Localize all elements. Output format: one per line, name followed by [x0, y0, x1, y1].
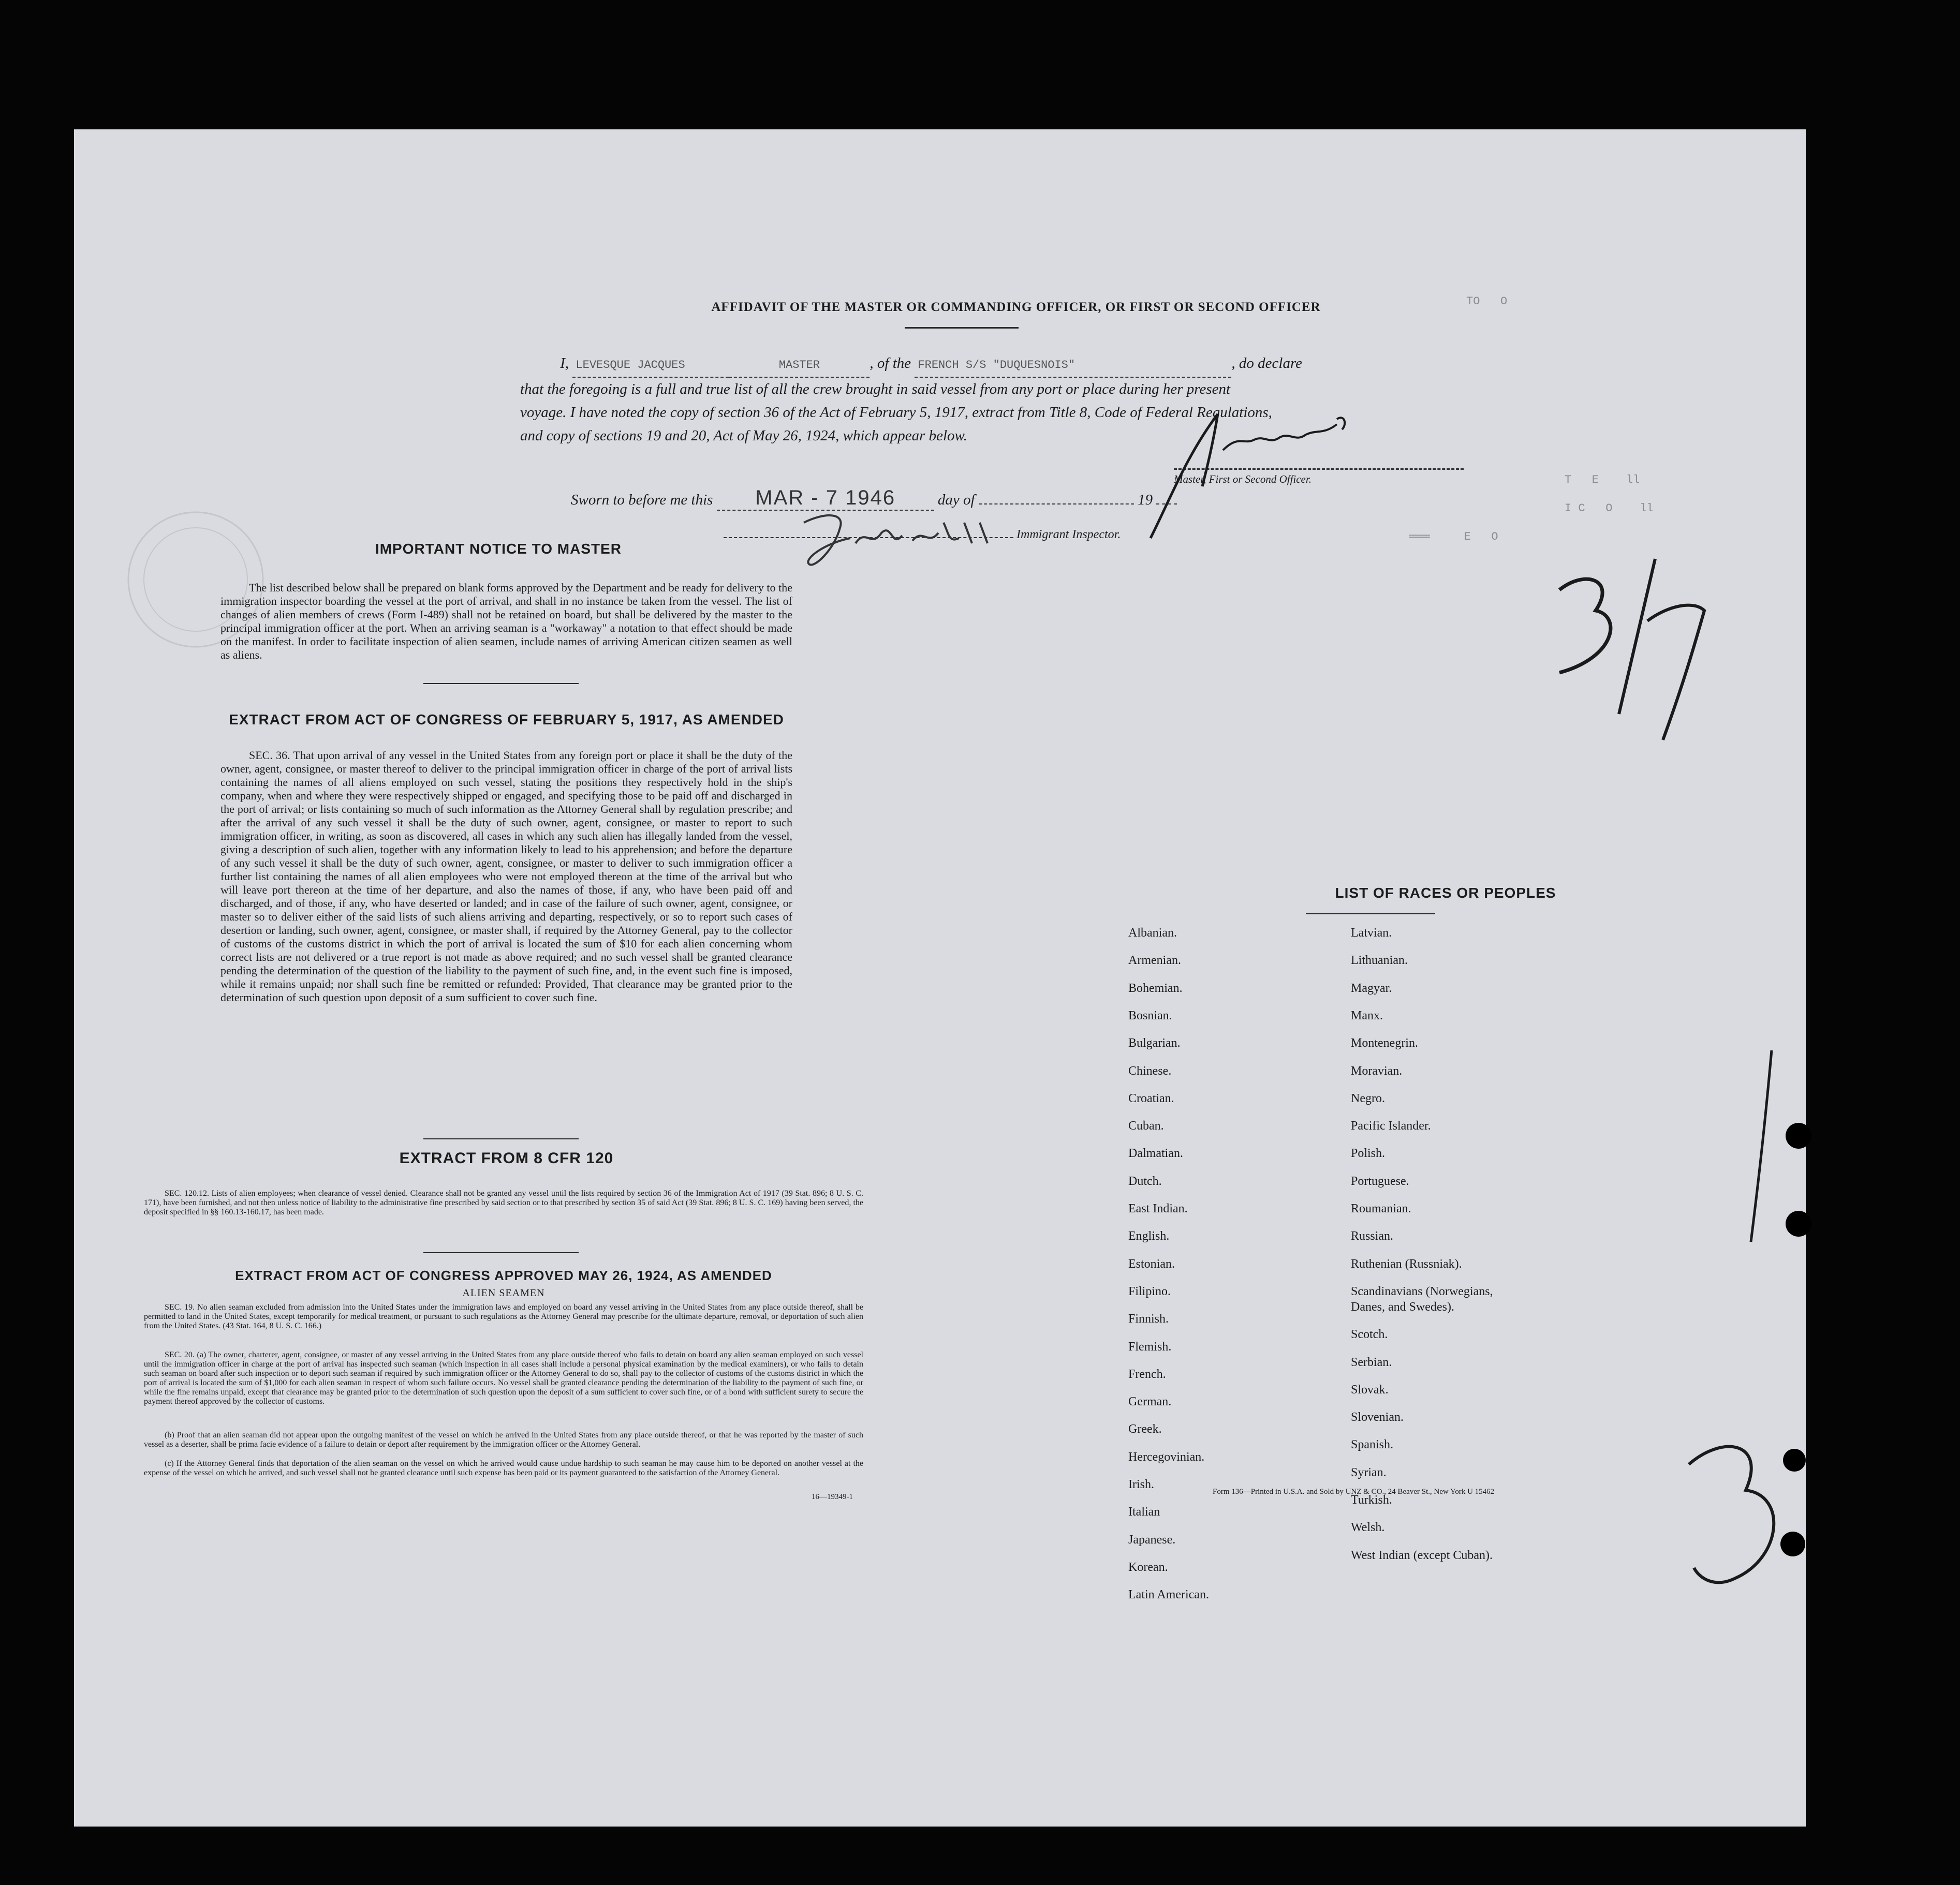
- race-item: Irish.: [1128, 1478, 1154, 1491]
- race-item: Syrian.: [1351, 1465, 1387, 1479]
- race-item: Slovenian.: [1351, 1411, 1404, 1424]
- race-item: West Indian (except Cuban).: [1351, 1548, 1493, 1562]
- rank-field: MASTER: [729, 353, 870, 378]
- race-item: Hercegovinian.: [1128, 1450, 1205, 1464]
- race-item: Manx.: [1351, 1008, 1383, 1022]
- vessel-field: FRENCH S/S "DUQUESNOIS": [915, 353, 1231, 378]
- race-item: Korean.: [1128, 1560, 1168, 1574]
- race-item: Portuguese.: [1351, 1174, 1409, 1188]
- race-item: Cuban.: [1128, 1119, 1164, 1133]
- race-item: Roumanian.: [1351, 1202, 1411, 1215]
- divider: [905, 327, 1019, 329]
- race-item: Scotch.: [1351, 1328, 1388, 1342]
- race-item: Bulgarian.: [1128, 1036, 1181, 1050]
- affidavit-line-4: and copy of sections 19 and 20, Act of May 26, 1924, which appear below.: [520, 427, 967, 444]
- race-item: Latin American.: [1128, 1588, 1209, 1602]
- race-item: Montenegrin.: [1351, 1036, 1418, 1050]
- inspector-label: Immigrant Inspector.: [1016, 528, 1121, 541]
- race-item: Polish.: [1351, 1147, 1386, 1161]
- year-field: [1156, 503, 1177, 504]
- affidavit-line-3: voyage. I have noted the copy of section 36 of the Act of February 5, 1917, extract from Title 8, Code of Federal Regulations,: [520, 404, 1272, 421]
- handwritten-page-number: [1528, 543, 1725, 781]
- sworn-prefix: Sworn to before me this: [571, 492, 713, 508]
- race-item: Lithuanian.: [1351, 954, 1408, 968]
- punch-hole: [1786, 1123, 1811, 1149]
- race-item: Bohemian.: [1128, 981, 1183, 995]
- race-item: Flemish.: [1128, 1340, 1172, 1354]
- inspector-signature: [793, 502, 1011, 580]
- race-item: Danes, and Swedes).: [1351, 1300, 1454, 1314]
- race-item: Greek.: [1128, 1422, 1162, 1436]
- extract-1917-title: EXTRACT FROM ACT OF CONGRESS OF FEBRUARY 5, 1917, AS AMENDED: [229, 711, 784, 728]
- declare-label: , do declare: [1231, 355, 1303, 372]
- extract-1924-title: EXTRACT FROM ACT OF CONGRESS APPROVED MAY 26, 1924, AS AMENDED: [235, 1268, 772, 1283]
- race-item: Latvian.: [1351, 926, 1392, 940]
- divider: [423, 1138, 579, 1139]
- printer-footer: Form 136—Printed in U.S.A. and Sold by UNZ & CO., 24 Beaver St., New York U 15462: [1213, 1488, 1495, 1496]
- date-stamp: MAR - 7 1946: [755, 486, 896, 509]
- form-code: 16—19349-1: [812, 1493, 853, 1501]
- race-item: Negro.: [1351, 1091, 1385, 1105]
- race-item: Finnish.: [1128, 1312, 1169, 1326]
- extract-1924-sec19: SEC. 19. No alien seaman excluded from admission into the United States under the immigration laws and employed on board any vessel arriving in the United States from any place outside thereof, shall be permitted to land in the United States, except temporarily for medical treatment, or pursuant to such regulations as the Attorney General may prescribe for the ultimate departure, removal, or deportation of such alien from the United States. (43 Stat. 164, 8 U. S. C. 166.): [144, 1303, 863, 1330]
- race-item: Slovak.: [1351, 1383, 1389, 1397]
- divider: [423, 683, 579, 684]
- margin-stroke: [1741, 1045, 1782, 1252]
- day-of-label: day of: [937, 492, 975, 508]
- race-item: Italian: [1128, 1505, 1160, 1519]
- notice-title: IMPORTANT NOTICE TO MASTER: [375, 541, 622, 557]
- affidavit-line-2: that the foregoing is a full and true list of all the crew brought in said vessel from any port or place during her present: [520, 381, 1231, 397]
- race-item: Chinese.: [1128, 1064, 1172, 1078]
- document-sheet: [74, 129, 1806, 1827]
- race-item: Russian.: [1351, 1229, 1394, 1243]
- year-prefix: 19: [1138, 492, 1153, 508]
- race-item: Armenian.: [1128, 954, 1181, 968]
- notice-body: The list described below shall be prepared on blank forms approved by the Department and be ready for delivery to the immigration inspector boarding the vessel at the port of arrival, and shall in no instance be taken from the vessel. The list of changes of alien members of crews (Form I-489) shall not be retained on board, but shall be delivered by the master to the principal immigration officer at the port. When an arriving seaman is a "workaway" a notation to that effect should be made on the manifest. In order to facilitate inspection of alien seamen, include names of arriving American citizen seamen as well as aliens.: [220, 581, 792, 661]
- race-item: Moravian.: [1351, 1064, 1403, 1078]
- race-item: Japanese.: [1128, 1533, 1176, 1547]
- extract-1924-sec20a: SEC. 20. (a) The owner, charterer, agent, consignee, or master of any vessel arriving in the United States from any place outside thereof who fails to detain on board any alien seaman employed on such vessel until the immigration officer in charge at the port of arrival has inspected such seaman (which inspection in all cases shall include a personal physical examination by the medical examiners), or who fails to detain such seaman on board after such inspection or to deport such seaman if required by such immigration officer or the Attorney General to do so, shall pay to the collector of customs of the customs district in which the port of arrival is located the sum of $1,000 for each alien seaman in respect of whom such failure occurs. No vessel shall be granted clearance pending the determination of the liability to the payment of such fine, or while the fine remains unpaid, except that clearance may be granted prior to the determination of such question upon the deposit of a sum sufficient to cover such fine, or of a bond with sufficient surety to secure the payment thereof approved by the collector of customs.: [144, 1350, 863, 1406]
- extract-1917-body: SEC. 36. That upon arrival of any vessel in the United States from any foreign port or place it shall be the duty of the owner, agent, consignee, or master thereof to deliver to the principal immigration officer in charge of the port of arrival lists containing the names of all aliens employed on such vessel, stating the positions they respectively hold in the ship's company, when and where they were respectively shipped or engaged, and specifying those to be paid off and discharged in the port of arrival; or lists containing so much of such information as the Attorney General shall by regulation prescribe; and after the arrival of any such vessel it shall be the duty of such owner, agent, consignee, or master to report to such immigration officer, in writing, as soon as discovered, all cases in which any such alien has illegally landed from the vessel, giving a description of such alien, together with any information likely to lead to his apprehension; and before the departure of any such vessel it shall be the duty of such owner, agent, consignee, or master to deliver to such immigration officer a further list containing the names of all alien employees who were not employed thereon at the time of the arrival but who will leave port thereon at the time of her departure, and also the names of those, if any, who have been paid off and discharged, and of those, if any, who have deserted or landed; and in case of the failure of such owner, agent, consignee, or master so to deliver either of the said lists of such aliens arriving and departing, respectively, or so to report such cases of desertion or landing, such owner, agent, consignee, or master shall, if required by the Attorney General, pay to the collector of customs of the customs district in which the port of arrival is located the sum of $10 for each alien concerning whom correct lists are not delivered or a true report is not made as above required; and no such vessel shall be granted clearance pending the determination of the question of the liability to the payment of such fine, and, in the event such fine is imposed, while it remains unpaid; nor shall such fine be remitted or refunded: Provided, That clearance may be granted prior to the determination of such question upon deposit of a sum sufficient to cover such fine.: [220, 749, 792, 1004]
- races-title: LIST OF RACES OR PEOPLES: [1335, 885, 1556, 901]
- punch-hole: [1786, 1211, 1811, 1237]
- extract-1924-sec20c: (c) If the Attorney General finds that deportation of the alien seaman on the vessel on which he arrived would cause undue hardship to such seaman he may cause him to be deported on another vessel at the expense of the vessel on which he arrived, and such vessel shall not be granted clearance until such expense has been paid or its payment guaranteed to the satisfaction of the Attorney General.: [144, 1459, 863, 1477]
- master-signature-label: Master, First or Second Officer.: [1174, 468, 1464, 486]
- race-item: Filipino.: [1128, 1284, 1171, 1298]
- pronoun: I,: [560, 355, 569, 372]
- race-item: Serbian.: [1351, 1355, 1392, 1369]
- punch-hole: [1783, 1449, 1806, 1472]
- race-item: Welsh.: [1351, 1521, 1385, 1535]
- race-item: Magyar.: [1351, 981, 1392, 995]
- faint-mark: TO O: [1466, 295, 1508, 308]
- divider: [423, 1252, 579, 1253]
- race-item: Turkish.: [1351, 1493, 1392, 1507]
- race-item: Dalmatian.: [1128, 1147, 1183, 1161]
- race-item: Albanian.: [1128, 926, 1177, 940]
- race-item: Ruthenian (Russniak).: [1351, 1257, 1462, 1271]
- race-item: Croatian.: [1128, 1091, 1174, 1105]
- race-item: Estonian.: [1128, 1257, 1175, 1271]
- race-item: Pacific Islander.: [1351, 1119, 1431, 1133]
- master-name-field: LEVESQUE JACQUES: [572, 353, 729, 378]
- race-item: Scandinavians (Norwegians,: [1351, 1284, 1493, 1298]
- affidavit-line-1: [520, 352, 1504, 378]
- punch-hole: [1780, 1532, 1805, 1556]
- faint-mark: T E ll: [1565, 473, 1640, 486]
- race-item: Spanish.: [1351, 1438, 1394, 1452]
- of-the-label: , of the: [870, 355, 911, 372]
- race-item: English.: [1128, 1229, 1170, 1243]
- extract-cfr-body: SEC. 120.12. Lists of alien employees; when clearance of vessel denied. Clearance shall not be granted any vessel until the lists required by section 36 of the Immigration Act of 1917 (39 Stat. 896; 8 U. S. C. 171), have been furnished, and not then unless notice of liability to the administrative fine prescribed by said section or to that prescribed by section 35 of said Act (39 Stat. 896; 8 U. S. C. 169) having been served, the deposit specified in §§ 160.13-160.17, has been made.: [144, 1189, 863, 1216]
- extract-1924-sec20b: (b) Proof that an alien seaman did not appear upon the outgoing manifest of the vessel on which he arrived in the United States from any place outside thereof, or that he was reported by the master of such vessel as a deserter, shall be prima facie evidence of a failure to detain or deport after requirement by the immigration officer or the Attorney General.: [144, 1431, 863, 1449]
- race-item: German.: [1128, 1395, 1172, 1409]
- affidavit-title: AFFIDAVIT OF THE MASTER OR COMMANDING OFFICER, OR FIRST OR SECOND OFFICER: [711, 300, 1321, 314]
- race-item: Bosnian.: [1128, 1008, 1172, 1022]
- extract-1924-subtitle: ALIEN SEAMEN: [462, 1287, 545, 1299]
- handwritten-corner-number: [1642, 1423, 1808, 1630]
- extract-cfr-title: EXTRACT FROM 8 CFR 120: [399, 1150, 614, 1167]
- race-item: East Indian.: [1128, 1202, 1188, 1215]
- faint-mark: ═══ E O: [1409, 530, 1498, 543]
- master-signature: [1140, 383, 1378, 548]
- race-item: Dutch.: [1128, 1174, 1162, 1188]
- race-item: French.: [1128, 1367, 1166, 1381]
- divider: [1306, 913, 1435, 914]
- faint-mark: I C O ll: [1565, 502, 1654, 515]
